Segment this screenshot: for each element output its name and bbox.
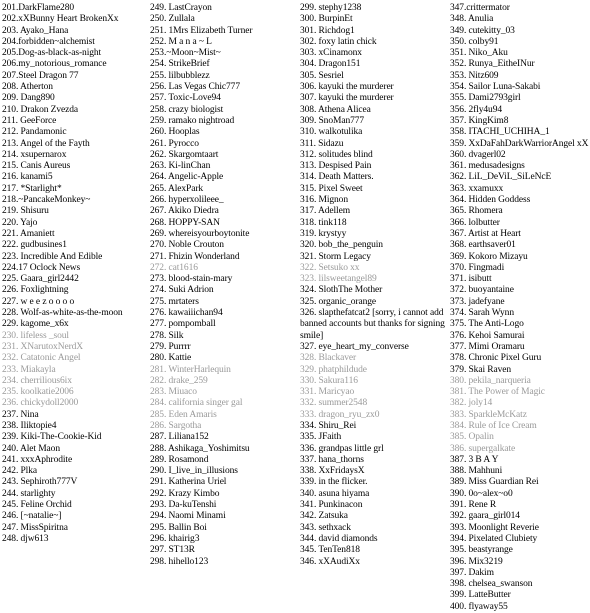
list-item: 272. cat1616 <box>150 262 198 273</box>
list-item: 206.my_notorious_romance <box>2 59 107 70</box>
list-item: 256. Las Vegas Chic777 <box>150 82 240 93</box>
list-item: 208. Atherton <box>2 82 53 93</box>
list-item: 330. Sakura116 <box>300 375 358 386</box>
list-item: 280. Kattie <box>150 353 192 364</box>
list-item: 249. LastCrayon <box>150 3 212 13</box>
list-item: 270. Noble Crouton <box>150 240 224 251</box>
list-item: 311. Sidazu <box>300 138 344 149</box>
list-item: 227. w e e z o o o o <box>2 296 75 307</box>
list-column-3 <box>300 3 450 568</box>
list-item: 301. Richdog1 <box>300 25 355 36</box>
list-item: 310. walkotulika <box>300 127 363 138</box>
list-item: 242. Plka <box>2 466 37 477</box>
list-item: 340. asuna hiyama <box>300 488 370 499</box>
list-item: 253.~Moon~Mist~ <box>150 48 221 59</box>
list-item: 205.Dog-as-black-as-night <box>2 48 102 59</box>
list-item: 299. stephy1238 <box>300 3 362 13</box>
list-item: 344. david diamonds <box>300 533 378 544</box>
list-item: 335. JFaith <box>300 432 342 443</box>
list-item: 234. cherrilious6ix <box>2 375 72 386</box>
list-item: 317. Adellem <box>300 206 350 217</box>
list-item: 293. Da-kuTenshi <box>150 500 217 511</box>
list-item: 351. Niko_Aku <box>450 48 508 59</box>
list-item: 281. WinterHarlequin <box>150 364 231 375</box>
list-item: 229. kagome_x6x <box>2 319 69 330</box>
list-item: 303. xCinamonx <box>300 48 362 59</box>
list-item: 255. lilbubblezz <box>150 70 210 81</box>
list-item: 282. drake_259 <box>150 375 208 386</box>
list-column-4 <box>450 3 590 613</box>
list-item: 267. Akiko Diedra <box>150 206 219 217</box>
list-item: 201.DarkFlame280 <box>2 3 75 13</box>
list-item: 276. kawaiiichan94 <box>150 308 223 319</box>
list-item: 290. I_live_in_illusions <box>150 466 238 477</box>
list-item: 386. supergalkate <box>450 443 516 454</box>
list-item: 378. Chronic Pixel Guru <box>450 353 542 364</box>
list-item: 381. The Power of Magic <box>450 387 545 398</box>
list-item: 212. Pandamonic <box>2 127 67 138</box>
list-item: 370. Fingmadi <box>450 262 505 273</box>
list-item: 348. Anulia <box>450 14 494 25</box>
list-item: 390. 0o~alex~o0 <box>450 488 513 499</box>
list-item: 379. Skai Raven <box>450 364 512 375</box>
list-item: 326. slapthefatcat2 [sorry, i cannot add banned accounts but thanks for signing smile] <box>300 308 448 341</box>
list-item: 363. xxamuxx <box>450 183 504 194</box>
list-item: 279. Purrrr <box>150 341 191 352</box>
list-item: 257. Toxic-Love94 <box>150 93 221 104</box>
list-item: 367. Artist at Heart <box>450 228 521 239</box>
list-item: 247. MissSpiritna <box>2 522 68 533</box>
list-item: 235. koolkatie2006 <box>2 387 74 398</box>
list-item: 364. Hidden Goddess <box>450 195 531 206</box>
list-item: 228. Wolf-as-white-as-the-moon <box>2 308 123 319</box>
list-item: 397. Dakim <box>450 567 494 578</box>
list-item: 283. Miuaco <box>150 387 197 398</box>
list-item: 220. Yajo <box>2 217 38 228</box>
list-item: 241. xxxAphrodite <box>2 454 73 465</box>
list-item: 231. XNarutoxNerdX <box>2 341 84 352</box>
list-item: 319. krystyy <box>300 228 347 239</box>
list-item: 361. medusadesigns <box>450 161 525 172</box>
list-item: 305. Sesriel <box>300 70 344 81</box>
list-item: 240. Alet Maon <box>2 443 60 454</box>
list-item: 223. Incredible And Edible <box>2 251 103 262</box>
list-item: 295. Ballin Boi <box>150 522 207 533</box>
list-item: 245. Feline Orchid <box>2 500 72 511</box>
list-item: 359. XxDaFahDarkWarriorAngel xX <box>450 138 589 149</box>
list-item: 318. tink118 <box>300 217 347 228</box>
list-item: 385. Opalin <box>450 432 494 443</box>
list-item: 218.~PancakeMonkey~ <box>2 195 91 206</box>
list-item: 322. Setsuko xx <box>300 262 360 273</box>
list-item: 400. flyaway55 <box>450 601 508 612</box>
list-item: 236. chickydoll2000 <box>2 398 79 409</box>
list-item: 289. Rosamond <box>150 454 209 465</box>
list-item: 321. Storm Legacy <box>300 251 371 262</box>
list-item: 292. Krazy Kimbo <box>150 488 220 499</box>
list-item: 341. Punkinacon <box>300 500 363 511</box>
list-item: 323. lilsweetangel89 <box>300 274 377 285</box>
list-item: 250. Zullala <box>150 14 195 25</box>
list-item: 263. Ki-linChan <box>150 161 211 172</box>
list-item: 372. buoyantaine <box>450 285 514 296</box>
list-item: 291. Katherina Uriel <box>150 477 227 488</box>
list-item: 221. Amaniett <box>2 228 55 239</box>
list-item: 349. cutekitty_03 <box>450 25 515 36</box>
list-item: 358. ITACHI_UCHIHA_1 <box>450 127 550 138</box>
list-item: 222. gudbusines1 <box>2 240 67 251</box>
list-item: 254. StrikeBrief <box>150 59 210 70</box>
list-item: 383. SparkleMcKatz <box>450 409 527 420</box>
list-item: 226. Foxlightning <box>2 285 69 296</box>
list-item: 373. jadefyane <box>450 296 505 307</box>
list-item: 324. SlothThe Mother <box>300 285 383 296</box>
list-item: 325. organic_orange <box>300 296 377 307</box>
list-item: 346. xXAudiXx <box>300 556 360 567</box>
list-item: 371. isibutt <box>450 274 492 285</box>
list-item: 331. Maricyao <box>300 387 355 398</box>
list-item: 337. hana_thorns <box>300 454 364 465</box>
list-item: 203. Ayako_Hana <box>2 25 69 36</box>
list-item: 369. Kokoro Mizayu <box>450 251 528 262</box>
list-item: 398. chelsea_swanson <box>450 579 533 590</box>
list-item: 339. in the flicker. <box>300 477 368 488</box>
list-item: 375. The Anti-Logo <box>450 319 524 330</box>
list-item: 204.forbidden~alchemist <box>2 36 95 47</box>
list-item: 392. gaara_girl014 <box>450 511 520 522</box>
list-item: 366. lolbutter <box>450 217 500 228</box>
list-item: 269. whereisyourboytonite <box>150 228 250 239</box>
list-column-2 <box>150 3 290 568</box>
list-item: 268. HOPPY-SAN <box>150 217 220 228</box>
list-item: 265. AlexPark <box>150 183 204 194</box>
list-item: 320. bob_the_penguin <box>300 240 383 251</box>
list-item: 278. Silk <box>150 330 184 341</box>
list-item: 314. Death Matters. <box>300 172 374 183</box>
list-item: 316. Mignon <box>300 195 348 206</box>
list-item: 298. hihello123 <box>150 556 209 567</box>
list-column-1 <box>2 3 142 545</box>
list-item: 395. beastyrange <box>450 545 513 556</box>
list-item: 374. Sarah Wynn <box>450 308 514 319</box>
list-item: 277. pompomball <box>150 319 216 330</box>
list-item: 347.crittermator <box>450 3 510 13</box>
list-item: 225. Gaara_girl2442 <box>2 274 79 285</box>
list-item: 309. SnoMan777 <box>300 115 365 126</box>
list-item: 296. khairig3 <box>150 533 200 544</box>
list-item: 287. Liliana152 <box>150 432 209 443</box>
list-item: 312. solitudes blind <box>300 149 373 160</box>
list-item: 357. KingKim8 <box>450 115 509 126</box>
list-item: 210. Drakon Zvezda <box>2 104 79 115</box>
list-item: 262. Skargomtaart <box>150 149 219 160</box>
list-item: 354. Sailor Luna-Sakabi <box>450 82 541 93</box>
list-item: 215. Canis Aureus <box>2 161 71 172</box>
list-item: 232. Catatonic Angel <box>2 353 81 364</box>
list-item: 266. hyperxolileee_ <box>150 195 224 206</box>
list-item: 259. ramako nightroad <box>150 115 235 126</box>
list-item: 306. kayuki the murderer <box>300 82 394 93</box>
list-item: 399. LatteButter <box>450 590 511 601</box>
list-item: 294. Naomi Minami <box>150 511 226 522</box>
list-item: 217. *Starlight* <box>2 183 62 194</box>
list-item: 353. Nitz609 <box>450 70 499 81</box>
list-item: 238. Iliktopie4 <box>2 420 57 431</box>
list-item: 209. Dang890 <box>2 93 55 104</box>
list-item: 355. Dami2793girl <box>450 93 521 104</box>
list-item: 304. Dragon151 <box>300 59 361 70</box>
list-item: 362. LiL_DeViL_SiLeNcE <box>450 172 552 183</box>
list-item: 342. Zatsuka <box>300 511 348 522</box>
list-item: 302. foxy latin chick <box>300 36 377 47</box>
list-item: 388. Mahhuni <box>450 466 503 477</box>
list-item: 264. Angelic-Apple <box>150 172 224 183</box>
list-item: 315. Pixel Sweet <box>300 183 363 194</box>
list-item: 207.Steel Dragon 77 <box>2 70 79 81</box>
list-item: 360. dvagerl02 <box>450 149 506 160</box>
list-item: 213. Angel of the Fayth <box>2 138 90 149</box>
list-item: 246. [~natalie~] <box>2 511 62 522</box>
list-item: 233. Miakayla <box>2 364 56 375</box>
list-item: 394. Pixelated Clubiety <box>450 533 538 544</box>
list-item: 244. starlighty <box>2 488 56 499</box>
list-item: 365. Rhomera <box>450 206 503 217</box>
list-item: 307. kayuki the murderer <box>300 93 394 104</box>
list-item: 297. ST13R <box>150 545 195 556</box>
list-item: 333. dragon_ryu_zx0 <box>300 409 380 420</box>
list-item: 219. Shisuru <box>2 206 49 217</box>
list-item: 284. california singer gal <box>150 398 243 409</box>
list-item: 260. Hooplas <box>150 127 200 138</box>
list-item: 328. Blackaver <box>300 353 357 364</box>
list-item: 252. M a n a ~ L <box>150 36 212 47</box>
list-item: 327. eye_heart_my_converse <box>300 341 409 352</box>
list-item: 300. BurpinEt <box>300 14 353 25</box>
list-item: 332. summer2548 <box>300 398 368 409</box>
list-item: 368. earthsaver01 <box>450 240 516 251</box>
list-item: 258. crazy biologist <box>150 104 224 115</box>
list-item: 308. Athena Alicea <box>300 104 371 115</box>
list-item: 275. mrtaters <box>150 296 199 307</box>
list-item: 271. Fhizin Wonderland <box>150 251 240 262</box>
list-item: 214. xsupernarox <box>2 149 67 160</box>
list-item: 356. 2fly4u94 <box>450 104 503 115</box>
list-item: 350. colby91 <box>450 36 499 47</box>
list-item: 391. Rene R <box>450 500 497 511</box>
list-item: 239. Kiki-The-Cookie-Kid <box>2 432 102 443</box>
list-item: 334. Shiru_Rei <box>300 420 357 431</box>
list-item: 237. Nina <box>2 409 39 420</box>
list-item: 393. Moonlight Reverie <box>450 522 539 533</box>
list-item: 336. grandpas little grl <box>300 443 384 454</box>
list-item: 251. 1Mrs Elizabeth Turner <box>150 25 253 36</box>
list-item: 224.17 Oclock News <box>2 262 81 273</box>
list-item: 377. Mimi Oramaru <box>450 341 525 352</box>
list-item: 352. Runya_EitheINur <box>450 59 535 70</box>
list-item: 345. TenTen818 <box>300 545 360 556</box>
list-item: 387. 3 B A Y <box>450 454 499 465</box>
list-item: 230. lifeless _soul <box>2 330 69 341</box>
list-item: 286. Sargotha <box>150 420 202 431</box>
list-item: 389. Miss Guardian Rei <box>450 477 539 488</box>
list-item: 384. Rule of Ice Cream <box>450 420 537 431</box>
list-item: 396. Mix3219 <box>450 556 503 567</box>
list-item: 211. GeeForce <box>2 115 57 126</box>
list-item: 285. Eden Amaris <box>150 409 217 420</box>
list-item: 243. Sephiroth777V <box>2 477 78 488</box>
list-item: 202.xXBunny Heart BrokenXx <box>2 14 119 25</box>
list-item: 380. pekila_narqueria <box>450 375 531 386</box>
list-item: 382. joly14 <box>450 398 493 409</box>
list-item: 343. sethxack <box>300 522 351 533</box>
list-item: 329. phatphildude <box>300 364 367 375</box>
list-item: 288. Ashikaga_Yoshimitsu <box>150 443 250 454</box>
list-item: 216. kanami5 <box>2 172 53 183</box>
list-item: 376. Kehoi Samurai <box>450 330 525 341</box>
list-item: 273. blood-stain-mary <box>150 274 233 285</box>
list-item: 261. Pyrocco <box>150 138 199 149</box>
list-item: 274. Suki Adrion <box>150 285 214 296</box>
list-item: 313. Despised Pain <box>300 161 372 172</box>
list-item: 248. djw613 <box>2 533 49 544</box>
list-item: 338. XxFridaysX <box>300 466 365 477</box>
